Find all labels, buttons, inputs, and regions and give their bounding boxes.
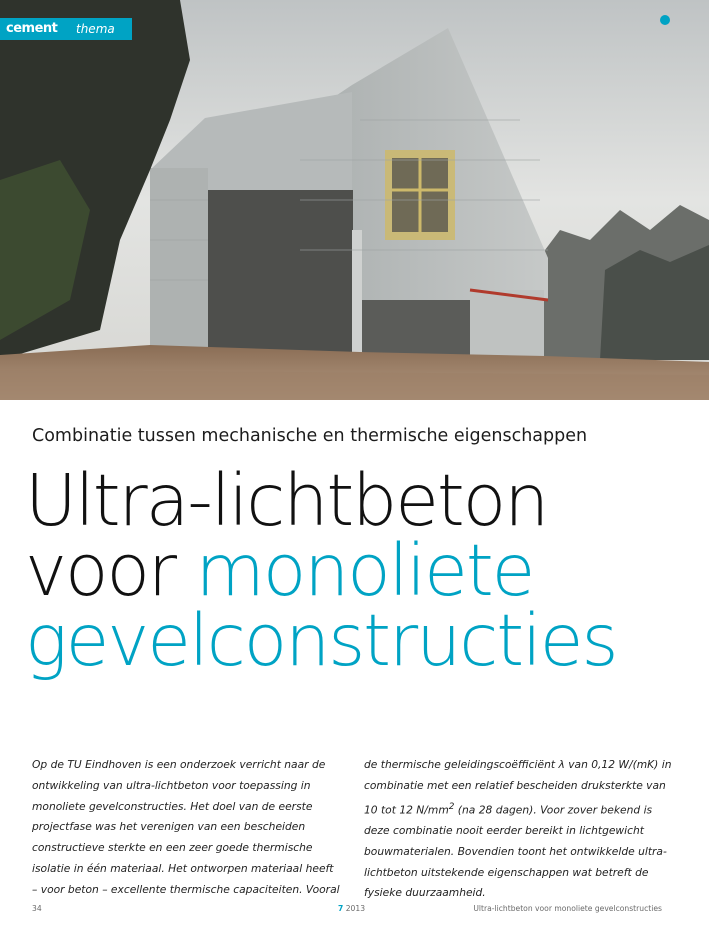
intro-column-right	[364, 755, 672, 904]
concrete-house-illustration	[0, 0, 709, 400]
title-line-3: gevelconstructies	[25, 599, 617, 682]
article-kicker: Combinatie tussen mechanische en thermische eigenschappen	[32, 426, 588, 446]
issue-year: 2013	[345, 904, 366, 913]
intro-text	[32, 755, 672, 904]
magazine-brand-tag	[0, 18, 132, 40]
title-line-2	[25, 529, 705, 612]
page-number: 34	[32, 904, 42, 913]
issue-number: 7	[338, 904, 344, 913]
title-line-2-accent: monoliete	[195, 529, 534, 612]
brand-logo: cement	[0, 18, 74, 40]
page-footer	[0, 900, 709, 916]
issue-label	[338, 904, 365, 913]
section-label: thema	[74, 18, 132, 40]
corner-marker-icon	[660, 15, 670, 25]
intro-right-part-2: (na 28 dagen). Voor zover bekend is deze combinatie nooit eerder bereikt in lichtgewicht bouwmaterialen. Bovendien toont het ontwikkelde ultra-lichtbeton uitstekende eigenschappen wat betreft de fysieke duurzaamheid.	[364, 803, 667, 900]
intro-column-left: Op de TU Eindhoven is een onderzoek verricht naar de ontwikkeling van ultra-lichtbeton voor toepassing in monoliete gevelconstructies. Het doel van de eerste projectfase was het verenigen van een bescheiden constructieve sterkte en een zeer goede thermische isolatie in één materiaal. Het ontworpen materiaal heeft – voor beton – excellente thermische capaciteiten. Vooral	[32, 758, 340, 896]
title-line-2-plain: voor	[25, 529, 196, 612]
running-title: Ultra-lichtbeton voor monoliete gevelconstructies	[473, 904, 662, 913]
article-title	[25, 459, 705, 682]
title-line-1: Ultra-lichtbeton	[25, 459, 548, 542]
superscript-2: 2	[448, 801, 455, 812]
intro-right-part-1: de thermische geleidingscoëfficiënt λ van 0,12 W/(mK) in combinatie met een relatief bescheiden druksterkte van 10 tot 12 N/mm	[364, 758, 672, 817]
hero-photo	[0, 0, 709, 400]
